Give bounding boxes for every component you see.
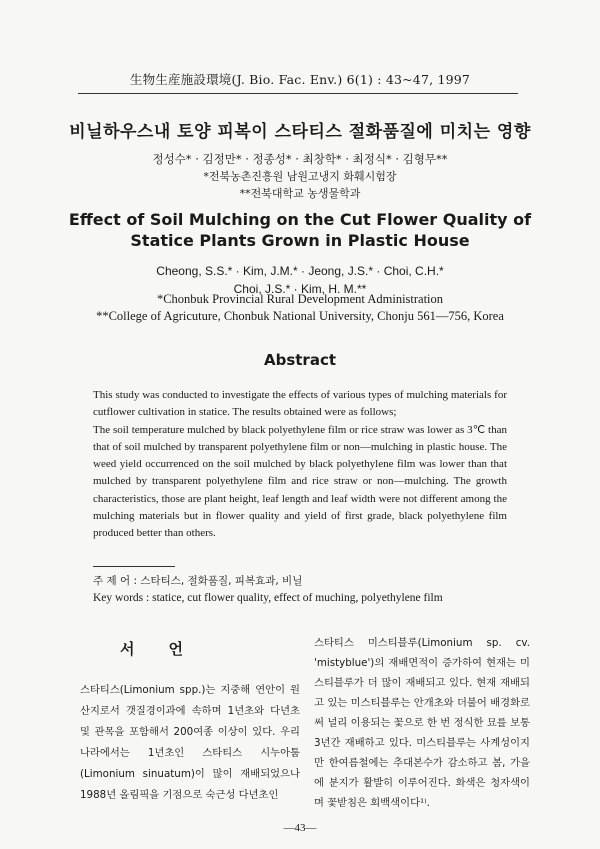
- journal-header: 生物生産施設環境(J. Bio. Fac. Env.) 6(1) : 43~47, 1997: [129, 72, 471, 87]
- title-korean: 비닐하우스내 토양 피복이 스타티스 절화품질에 미치는 영향: [69, 122, 531, 142]
- affiliation-korean-2: **전북대학교 농생물학과: [239, 187, 361, 200]
- title-english-line-1: Effect of Soil Mulching on the Cut Flower Quality of: [68, 210, 532, 229]
- page-number: —43—: [283, 822, 317, 834]
- body-column-left: 스타티스(Limonium spp.)는 지중해 연안이 원산지로서 갯질경이과에 속하며 1년초와 다년초 및 관목을 포함해서 200여종 이상이 있다. 우리나라에서는 1년초인 스타티스 시누아툼 (Limonium sinuatum)이 많이 재배되었으나 1988년 올림픽을 기점으로 숙근성 다년초인: [80, 684, 300, 801]
- title-english: [0, 209, 600, 251]
- keywords-rule: [93, 566, 175, 567]
- keywords-english: Key words : statice, cut flower quality, effect of muching, polyethylene film: [93, 592, 443, 604]
- affiliation-english-2: **College of Agricuture, Chonbuk National University, Chonju 561—756, Korea: [96, 309, 504, 323]
- affiliation-korean-1: *전북농촌진흥원 남원고냉지 화훼시험장: [203, 170, 397, 183]
- section-title-introduction: 서언: [120, 640, 217, 658]
- title-english-line-2: Statice Plants Grown in Plastic House: [130, 231, 470, 250]
- abstract-paragraph-1: This study was conducted to investigate the effects of various types of mulching materials for cutflower cultivation in statice. The results obtained were as follows;: [93, 389, 507, 419]
- authors-english-line-2: Choi, J.S.* · Kim, H. M.**: [233, 282, 367, 296]
- body-column-right: 스타티스 미스티블루(Limonium sp. cv. 'mistyblue')의 재배면적이 증가하여 현재는 미스티블루가 더 많이 재배되고 있다. 현재 재배되고 있는 미스티블루는 안개초와 더불어 배경화로써 널리 이용되는 꽃으로 한 번 정식한 묘를 보통 3년간 재배하고 있다. 미스티블루는 사계성이지만 한여름철에는 추대본수가 감소하고 봄, 가을에 분지가 활발히 이루어진다. 화색은 청자색이며 꽃받침은 회백색이다¹⁾.: [314, 637, 530, 809]
- abstract-body: [93, 387, 507, 543]
- keywords-korean: 주 제 어 : 스타티스, 절화품질, 피복효과, 비닐: [93, 575, 303, 587]
- affiliation-english-1: *Chonbuk Provincial Rural Development Administration: [156, 292, 444, 306]
- header-rule: [78, 93, 518, 94]
- abstract-heading: Abstract: [263, 351, 337, 369]
- authors-korean: 정성수* · 김정만* · 정종성* · 최창학* · 최정식* · 김형무**: [152, 152, 448, 166]
- abstract-paragraph-2: The soil temperature mulched by black polyethylene film or rice straw was lower as 3℃ than that of soil mulched by transparent polyethylene film or non—mulching in plastic house. The weed yield occurrenced on the soil mulched by black polyethylene film was lower than that mulched by transparent polyethylene film and rice straw or non—mulching. The growth characteristics, those are plant height, leaf length and leaf width were not different among the mulching materials but in flower quality and yield of first grade, black polyethylene film produced better than others.: [93, 423, 507, 540]
- authors-english-line-1: Cheong, S.S.* · Kim, J.M.* · Jeong, J.S.* · Choi, C.H.*: [156, 264, 444, 278]
